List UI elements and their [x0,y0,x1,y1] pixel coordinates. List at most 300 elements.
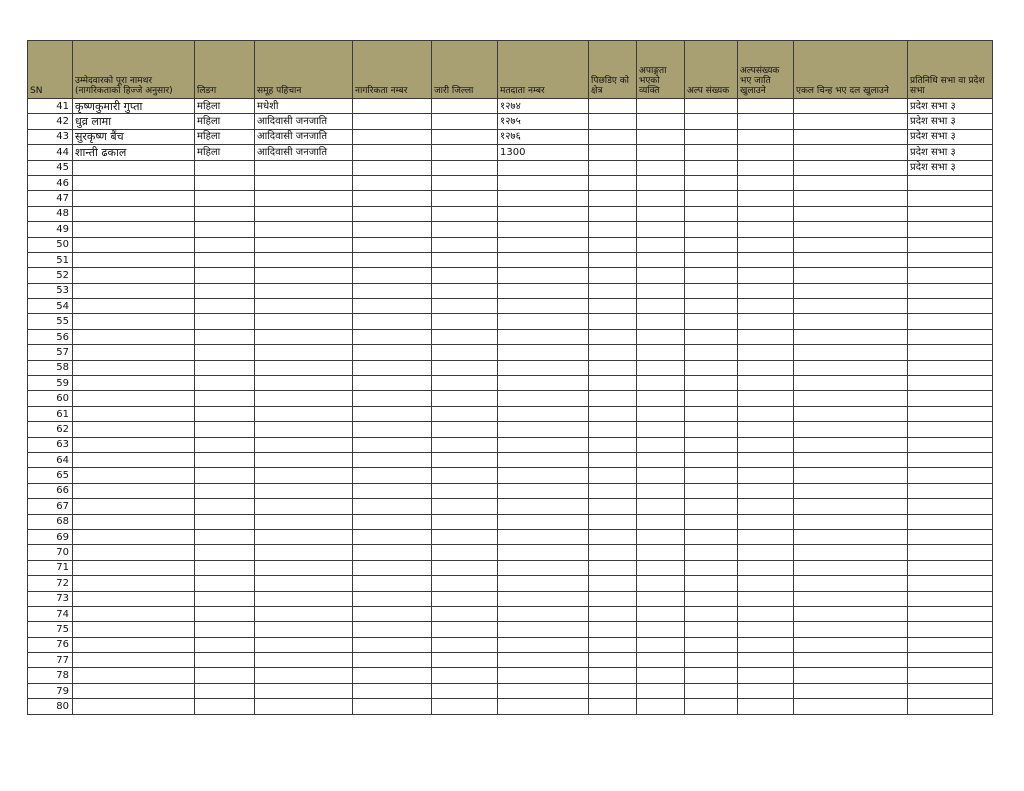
cell-gender[interactable] [195,283,255,298]
cell-sn[interactable]: 48 [28,206,73,221]
cell-citizenship-number[interactable] [353,437,432,452]
cell-citizenship-number[interactable] [353,668,432,683]
cell-house-type[interactable] [908,299,993,314]
cell-house-type[interactable] [908,545,993,560]
cell-disabled-person[interactable] [637,699,685,714]
cell-minority[interactable] [685,237,738,252]
cell-single-symbol-party[interactable] [794,637,908,652]
cell-minority[interactable] [685,175,738,190]
cell-house-type[interactable] [908,283,993,298]
cell-single-symbol-party[interactable] [794,237,908,252]
cell-single-symbol-party[interactable] [794,160,908,175]
cell-gender[interactable] [195,699,255,714]
cell-house-type[interactable] [908,606,993,621]
cell-citizenship-number[interactable] [353,99,432,114]
cell-backward-area[interactable] [589,129,637,144]
cell-single-symbol-party[interactable] [794,283,908,298]
cell-single-symbol-party[interactable] [794,345,908,360]
cell-sn[interactable]: 66 [28,483,73,498]
cell-voter-number[interactable] [498,591,589,606]
cell-minority-caste[interactable] [738,606,794,621]
cell-voter-number[interactable] [498,252,589,267]
cell-house-type[interactable] [908,191,993,206]
cell-disabled-person[interactable] [637,437,685,452]
cell-voter-number[interactable] [498,345,589,360]
cell-citizenship-number[interactable] [353,175,432,190]
cell-disabled-person[interactable] [637,514,685,529]
cell-minority[interactable] [685,329,738,344]
cell-disabled-person[interactable] [637,283,685,298]
cell-sn[interactable]: 56 [28,329,73,344]
cell-voter-number[interactable] [498,514,589,529]
cell-single-symbol-party[interactable] [794,329,908,344]
cell-single-symbol-party[interactable] [794,145,908,160]
cell-minority[interactable] [685,499,738,514]
cell-backward-area[interactable] [589,283,637,298]
cell-gender[interactable] [195,422,255,437]
cell-single-symbol-party[interactable] [794,191,908,206]
cell-sn[interactable]: 75 [28,622,73,637]
cell-sn[interactable]: 80 [28,699,73,714]
cell-house-type[interactable] [908,483,993,498]
cell-issued-district[interactable] [432,145,498,160]
cell-minority-caste[interactable] [738,222,794,237]
cell-citizenship-number[interactable] [353,622,432,637]
cell-candidate-name[interactable] [73,391,195,406]
cell-backward-area[interactable] [589,437,637,452]
cell-voter-number[interactable] [498,391,589,406]
cell-candidate-name[interactable] [73,699,195,714]
cell-voter-number[interactable]: 1300 [498,145,589,160]
cell-single-symbol-party[interactable] [794,222,908,237]
cell-citizenship-number[interactable] [353,514,432,529]
cell-sn[interactable]: 67 [28,499,73,514]
cell-sn[interactable]: 52 [28,268,73,283]
cell-group-identity[interactable] [255,514,353,529]
cell-issued-district[interactable] [432,406,498,421]
cell-backward-area[interactable] [589,514,637,529]
cell-issued-district[interactable] [432,606,498,621]
cell-minority-caste[interactable] [738,360,794,375]
cell-group-identity[interactable] [255,237,353,252]
cell-issued-district[interactable] [432,129,498,144]
cell-backward-area[interactable] [589,145,637,160]
cell-single-symbol-party[interactable] [794,360,908,375]
cell-voter-number[interactable] [498,283,589,298]
cell-minority[interactable] [685,529,738,544]
cell-group-identity[interactable] [255,206,353,221]
cell-sn[interactable]: 74 [28,606,73,621]
cell-backward-area[interactable] [589,314,637,329]
cell-group-identity[interactable] [255,422,353,437]
cell-minority[interactable] [685,268,738,283]
cell-minority-caste[interactable] [738,668,794,683]
cell-candidate-name[interactable] [73,499,195,514]
cell-minority-caste[interactable] [738,114,794,129]
cell-minority-caste[interactable] [738,483,794,498]
cell-minority-caste[interactable] [738,683,794,698]
cell-sn[interactable]: 51 [28,252,73,267]
cell-gender[interactable] [195,622,255,637]
cell-minority[interactable] [685,191,738,206]
cell-house-type[interactable] [908,514,993,529]
cell-citizenship-number[interactable] [353,576,432,591]
cell-house-type[interactable] [908,406,993,421]
cell-sn[interactable]: 50 [28,237,73,252]
cell-citizenship-number[interactable] [353,452,432,467]
cell-minority[interactable] [685,452,738,467]
cell-backward-area[interactable] [589,252,637,267]
cell-group-identity[interactable] [255,653,353,668]
cell-minority[interactable] [685,560,738,575]
cell-candidate-name[interactable] [73,591,195,606]
cell-citizenship-number[interactable] [353,283,432,298]
cell-voter-number[interactable] [498,637,589,652]
cell-single-symbol-party[interactable] [794,406,908,421]
cell-candidate-name[interactable] [73,653,195,668]
cell-candidate-name[interactable] [73,668,195,683]
cell-gender[interactable] [195,314,255,329]
cell-gender[interactable] [195,637,255,652]
cell-issued-district[interactable] [432,514,498,529]
cell-gender[interactable] [195,391,255,406]
cell-sn[interactable]: 61 [28,406,73,421]
cell-voter-number[interactable] [498,360,589,375]
cell-candidate-name[interactable] [73,452,195,467]
cell-minority-caste[interactable] [738,376,794,391]
cell-backward-area[interactable] [589,191,637,206]
cell-voter-number[interactable] [498,529,589,544]
cell-minority[interactable] [685,391,738,406]
cell-house-type[interactable] [908,345,993,360]
cell-house-type[interactable] [908,360,993,375]
cell-minority-caste[interactable] [738,268,794,283]
cell-voter-number[interactable] [498,560,589,575]
cell-single-symbol-party[interactable] [794,314,908,329]
cell-group-identity[interactable] [255,560,353,575]
cell-issued-district[interactable] [432,576,498,591]
cell-citizenship-number[interactable] [353,160,432,175]
cell-gender[interactable] [195,499,255,514]
cell-group-identity[interactable] [255,499,353,514]
cell-house-type[interactable] [908,699,993,714]
cell-issued-district[interactable] [432,683,498,698]
cell-minority[interactable] [685,406,738,421]
cell-disabled-person[interactable] [637,576,685,591]
cell-house-type[interactable]: प्रदेश सभा ३ [908,114,993,129]
cell-house-type[interactable] [908,622,993,637]
cell-issued-district[interactable] [432,483,498,498]
cell-group-identity[interactable] [255,483,353,498]
cell-single-symbol-party[interactable] [794,422,908,437]
cell-issued-district[interactable] [432,360,498,375]
cell-gender[interactable]: महिला [195,145,255,160]
cell-house-type[interactable] [908,591,993,606]
cell-minority[interactable] [685,699,738,714]
cell-group-identity[interactable] [255,591,353,606]
cell-voter-number[interactable] [498,468,589,483]
cell-candidate-name[interactable] [73,283,195,298]
cell-disabled-person[interactable] [637,637,685,652]
cell-minority[interactable] [685,483,738,498]
cell-citizenship-number[interactable] [353,237,432,252]
cell-disabled-person[interactable] [637,468,685,483]
cell-house-type[interactable]: प्रदेश सभा ३ [908,129,993,144]
cell-backward-area[interactable] [589,160,637,175]
cell-gender[interactable] [195,206,255,221]
cell-disabled-person[interactable] [637,114,685,129]
cell-sn[interactable]: 47 [28,191,73,206]
cell-voter-number[interactable] [498,237,589,252]
cell-gender[interactable]: महिला [195,129,255,144]
cell-group-identity[interactable] [255,622,353,637]
cell-gender[interactable] [195,175,255,190]
cell-gender[interactable] [195,560,255,575]
cell-minority[interactable] [685,468,738,483]
cell-backward-area[interactable] [589,683,637,698]
cell-group-identity[interactable] [255,222,353,237]
cell-sn[interactable]: 58 [28,360,73,375]
cell-citizenship-number[interactable] [353,422,432,437]
cell-issued-district[interactable] [432,252,498,267]
cell-gender[interactable] [195,329,255,344]
cell-single-symbol-party[interactable] [794,576,908,591]
cell-sn[interactable]: 68 [28,514,73,529]
cell-minority-caste[interactable] [738,252,794,267]
cell-disabled-person[interactable] [637,376,685,391]
cell-issued-district[interactable] [432,299,498,314]
cell-gender[interactable] [195,545,255,560]
cell-single-symbol-party[interactable] [794,483,908,498]
cell-voter-number[interactable] [498,576,589,591]
cell-single-symbol-party[interactable] [794,175,908,190]
cell-gender[interactable] [195,529,255,544]
cell-voter-number[interactable] [498,699,589,714]
cell-minority-caste[interactable] [738,591,794,606]
cell-disabled-person[interactable] [637,345,685,360]
cell-minority-caste[interactable] [738,545,794,560]
cell-single-symbol-party[interactable] [794,699,908,714]
cell-house-type[interactable] [908,376,993,391]
cell-backward-area[interactable] [589,222,637,237]
cell-backward-area[interactable] [589,345,637,360]
cell-minority-caste[interactable] [738,329,794,344]
cell-minority[interactable] [685,437,738,452]
cell-group-identity[interactable] [255,314,353,329]
cell-candidate-name[interactable] [73,468,195,483]
cell-house-type[interactable] [908,653,993,668]
cell-issued-district[interactable] [432,191,498,206]
cell-disabled-person[interactable] [637,191,685,206]
cell-sn[interactable]: 62 [28,422,73,437]
cell-sn[interactable]: 76 [28,637,73,652]
cell-group-identity[interactable] [255,468,353,483]
cell-issued-district[interactable] [432,529,498,544]
cell-minority[interactable] [685,591,738,606]
cell-sn[interactable]: 60 [28,391,73,406]
cell-house-type[interactable] [908,683,993,698]
cell-citizenship-number[interactable] [353,329,432,344]
cell-issued-district[interactable] [432,114,498,129]
cell-backward-area[interactable] [589,637,637,652]
cell-minority[interactable] [685,668,738,683]
cell-candidate-name[interactable]: धुव्र लामा [73,114,195,129]
cell-house-type[interactable] [908,576,993,591]
cell-single-symbol-party[interactable] [794,560,908,575]
cell-voter-number[interactable] [498,206,589,221]
cell-minority[interactable] [685,145,738,160]
cell-backward-area[interactable] [589,468,637,483]
cell-house-type[interactable] [908,468,993,483]
cell-single-symbol-party[interactable] [794,252,908,267]
cell-disabled-person[interactable] [637,422,685,437]
cell-single-symbol-party[interactable] [794,391,908,406]
cell-sn[interactable]: 71 [28,560,73,575]
cell-single-symbol-party[interactable] [794,268,908,283]
cell-voter-number[interactable] [498,606,589,621]
cell-citizenship-number[interactable] [353,252,432,267]
cell-sn[interactable]: 41 [28,99,73,114]
cell-issued-district[interactable] [432,699,498,714]
cell-gender[interactable] [195,160,255,175]
cell-issued-district[interactable] [432,560,498,575]
cell-minority-caste[interactable] [738,468,794,483]
cell-sn[interactable]: 77 [28,653,73,668]
cell-house-type[interactable] [908,237,993,252]
cell-minority[interactable] [685,99,738,114]
cell-minority[interactable] [685,422,738,437]
cell-issued-district[interactable] [432,452,498,467]
cell-single-symbol-party[interactable] [794,376,908,391]
cell-gender[interactable] [195,252,255,267]
cell-candidate-name[interactable] [73,206,195,221]
cell-minority-caste[interactable] [738,452,794,467]
cell-sn[interactable]: 64 [28,452,73,467]
cell-issued-district[interactable] [432,422,498,437]
cell-backward-area[interactable] [589,606,637,621]
cell-candidate-name[interactable] [73,637,195,652]
cell-group-identity[interactable] [255,376,353,391]
cell-group-identity[interactable]: आदिवासी जनजाति [255,114,353,129]
cell-minority-caste[interactable] [738,345,794,360]
cell-voter-number[interactable] [498,299,589,314]
cell-sn[interactable]: 70 [28,545,73,560]
cell-disabled-person[interactable] [637,206,685,221]
cell-single-symbol-party[interactable] [794,591,908,606]
cell-group-identity[interactable]: आदिवासी जनजाति [255,129,353,144]
cell-voter-number[interactable] [498,683,589,698]
cell-candidate-name[interactable] [73,314,195,329]
cell-candidate-name[interactable] [73,422,195,437]
cell-candidate-name[interactable] [73,376,195,391]
cell-backward-area[interactable] [589,376,637,391]
cell-sn[interactable]: 57 [28,345,73,360]
cell-minority-caste[interactable] [738,422,794,437]
cell-gender[interactable] [195,468,255,483]
cell-issued-district[interactable] [432,499,498,514]
cell-sn[interactable]: 42 [28,114,73,129]
cell-minority-caste[interactable] [738,406,794,421]
cell-citizenship-number[interactable] [353,591,432,606]
cell-disabled-person[interactable] [637,499,685,514]
cell-minority[interactable] [685,514,738,529]
cell-sn[interactable]: 54 [28,299,73,314]
cell-candidate-name[interactable] [73,222,195,237]
cell-single-symbol-party[interactable] [794,653,908,668]
cell-minority-caste[interactable] [738,576,794,591]
cell-issued-district[interactable] [432,622,498,637]
cell-group-identity[interactable]: आदिवासी जनजाति [255,145,353,160]
cell-candidate-name[interactable] [73,683,195,698]
cell-backward-area[interactable] [589,499,637,514]
cell-gender[interactable]: महिला [195,99,255,114]
cell-citizenship-number[interactable] [353,637,432,652]
cell-gender[interactable] [195,237,255,252]
cell-voter-number[interactable] [498,653,589,668]
cell-voter-number[interactable] [498,175,589,190]
cell-minority-caste[interactable] [738,175,794,190]
cell-disabled-person[interactable] [637,483,685,498]
cell-minority[interactable] [685,622,738,637]
cell-candidate-name[interactable] [73,345,195,360]
cell-minority-caste[interactable] [738,514,794,529]
cell-sn[interactable]: 55 [28,314,73,329]
cell-voter-number[interactable] [498,545,589,560]
cell-minority-caste[interactable] [738,637,794,652]
cell-backward-area[interactable] [589,406,637,421]
cell-backward-area[interactable] [589,668,637,683]
cell-house-type[interactable] [908,329,993,344]
cell-sn[interactable]: 44 [28,145,73,160]
cell-backward-area[interactable] [589,529,637,544]
cell-disabled-person[interactable] [637,452,685,467]
cell-minority-caste[interactable] [738,99,794,114]
cell-candidate-name[interactable] [73,237,195,252]
cell-group-identity[interactable] [255,268,353,283]
cell-citizenship-number[interactable] [353,222,432,237]
cell-backward-area[interactable] [589,591,637,606]
cell-issued-district[interactable] [432,591,498,606]
cell-candidate-name[interactable]: कृष्णकुमारी गुप्ता [73,99,195,114]
cell-disabled-person[interactable] [637,237,685,252]
cell-single-symbol-party[interactable] [794,114,908,129]
cell-backward-area[interactable] [589,653,637,668]
cell-house-type[interactable] [908,422,993,437]
cell-voter-number[interactable] [498,422,589,437]
cell-citizenship-number[interactable] [353,653,432,668]
cell-minority[interactable] [685,129,738,144]
cell-sn[interactable]: 79 [28,683,73,698]
cell-gender[interactable] [195,606,255,621]
cell-backward-area[interactable] [589,699,637,714]
cell-disabled-person[interactable] [637,99,685,114]
cell-single-symbol-party[interactable] [794,514,908,529]
cell-group-identity[interactable] [255,360,353,375]
cell-group-identity[interactable] [255,545,353,560]
cell-house-type[interactable] [908,668,993,683]
cell-citizenship-number[interactable] [353,560,432,575]
cell-single-symbol-party[interactable] [794,606,908,621]
cell-disabled-person[interactable] [637,591,685,606]
cell-minority-caste[interactable] [738,560,794,575]
cell-minority-caste[interactable] [738,391,794,406]
cell-issued-district[interactable] [432,345,498,360]
cell-minority[interactable] [685,576,738,591]
cell-backward-area[interactable] [589,268,637,283]
cell-disabled-person[interactable] [637,299,685,314]
cell-disabled-person[interactable] [637,160,685,175]
cell-sn[interactable]: 73 [28,591,73,606]
